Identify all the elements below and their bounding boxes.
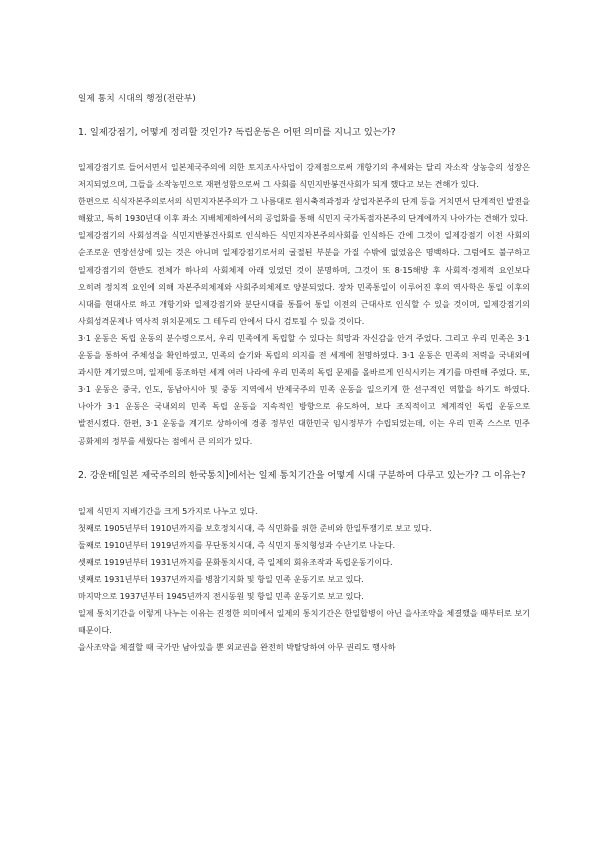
- document-body: [78, 92, 530, 656]
- paragraph: 한편으로 식식자본주의로서의 식민지자본주의가 그 나름대로 원시축적과정과 상업자본주의 단계 등을 거치면서 단계적인 발전을 해왔고, 특히 1930년대 이후 좌소 지배체제하에서의 공업화를 통해 식민지 국가독점자본주의 단계에까지 나아가는 견해가 있다.: [78, 196, 530, 224]
- question-1-heading: 1. 일제강점기, 어떻게 정리할 것인가? 독립운동은 어떤 의미를 지니고 있는가?: [78, 127, 396, 138]
- answer-line: 넷째로 1931년부터 1937년까지를 병참기지화 및 항일 민족 운동기로 보고 있다.: [78, 573, 364, 584]
- answer-line: 마지막으로 1937년부터 1945년까지 전시동원 및 항일 민족 운동기로 보고 있다.: [78, 591, 364, 602]
- answer-line: 둘째로 1910년부터 1919년까지를 무단통치시대, 즉 식민지 통치형성과 수난기로 나눈다.: [78, 539, 396, 550]
- paragraph: 일제강점기의 사회성격을 식민지반봉건사회로 인식하든 식민지자본주의사회를 인식하든 간에 그것이 일제강점기 이전 사회의 순조로운 연장선상에 있는 것은 아니며 일제강점기로서의 굴절된 부분을 가질 수밖에 없었음은 명백하다. 그럼에도 불구하고 일제강점기의 한반도 전체가 하나의 사회체제 아래 있었던 것이 분명하며, 그것이 또 8·15해방 후 사회적·경제적 요인보다 오히려 정치적 요인에 의해 자본주의체제와 사회주의체제로 양분되었다. 장차 민족통일이 이루어진 후의 역사학은 통일 이후의 시대를 현대사로 하고 개항기와 일제강점기와 분단시대를 통틀어 통일 이전의 근대사로 인식할 수 있을 것이며, 일제강점기의 사회성격문제나 역사적 위치문제도 그 테두리 안에서 다시 검토될 수 있을 것이다.: [78, 230, 530, 326]
- question-2-heading: 2. 강운태[일본 제국주의의 한국통치]에서는 일제 통치기간을 어떻게 시대 구분하여 다루고 있는가? 그 이유는?: [78, 469, 526, 481]
- answer-line: 일제 식민지 지배기간을 크게 5가지로 나누고 있다.: [78, 505, 258, 516]
- document-title: 일제 통치 시대의 행정(전란부): [78, 94, 196, 104]
- paragraph: 일제강점기로 들어서면서 일본제국주의에 의한 토지조사사업이 강제점으로써 개항기의 추세와는 달리 자소작 상농층의 성장은 저지되었으며, 그들을 소작농민으로 재편성함으로써 그 사회를 식민지반봉건사회가 되게 했다고 보는 견해가 있다.: [78, 162, 530, 190]
- answer-line: 첫째로 1905년부터 1910년까지를 보호정치시대, 즉 식민화를 위한 준비와 한일투쟁기로 보고 있다.: [78, 522, 432, 533]
- answer-line: 을사조약을 체결할 때 국가만 남아있을 뿐 외교권을 완전히 박탈당하여 아무 권리도 행사하: [78, 642, 396, 653]
- paragraph: 3·1 운동은 독립 운동의 분수령으로서, 우리 민족에게 독립할 수 있다는 희망과 자신감을 안겨 주었다. 그리고 우리 민족은 3·1 운동을 통하여 주체성을 확인하였고, 민족의 슬기와 독립의 의지를 전 세계에 천명하였다. 3·1 운동은 민족의 저력을 국내외에 과시한 계기였으며, 일제에 동조하던 세계 여러 나라에 우리 민족의 독립 문제를 올바르게 인식시키는 계기를 마련해 주었다. 또, 3·1 운동은 중국, 인도, 동남아시아 및 중동 지역에서 반제국주의 민족 운동을 일으키게 한 선구적인 역할을 하기도 하였다. 나아가 3·1 운동은 국내외의 민족 독립 운동을 지속적인 방향으로 유도하여, 보다 조직적이고 체계적인 독립 운동으로 발전시켰다. 한편, 3·1 운동을 계기로 상하이에 경종 정부인 대한민국 임시정부가 수립되었는데, 이는 우리 민족 스스로 민주 공화제의 정부를 세웠다는 점에서 큰 의의가 있다.: [78, 332, 530, 446]
- section-spacer: [78, 450, 530, 467]
- answer-line: 셋째로 1919년부터 1931년까지를 문화통치시대, 즉 일제의 회유조작과 독립운동기이다.: [78, 556, 393, 567]
- answer-line: 일제 통치기간을 이렇게 나누는 이유는 진정한 의미에서 일제의 통치기간은 한일합병이 아닌 을사조약을 체결했을 때부터로 보기 때문이다.: [78, 608, 530, 636]
